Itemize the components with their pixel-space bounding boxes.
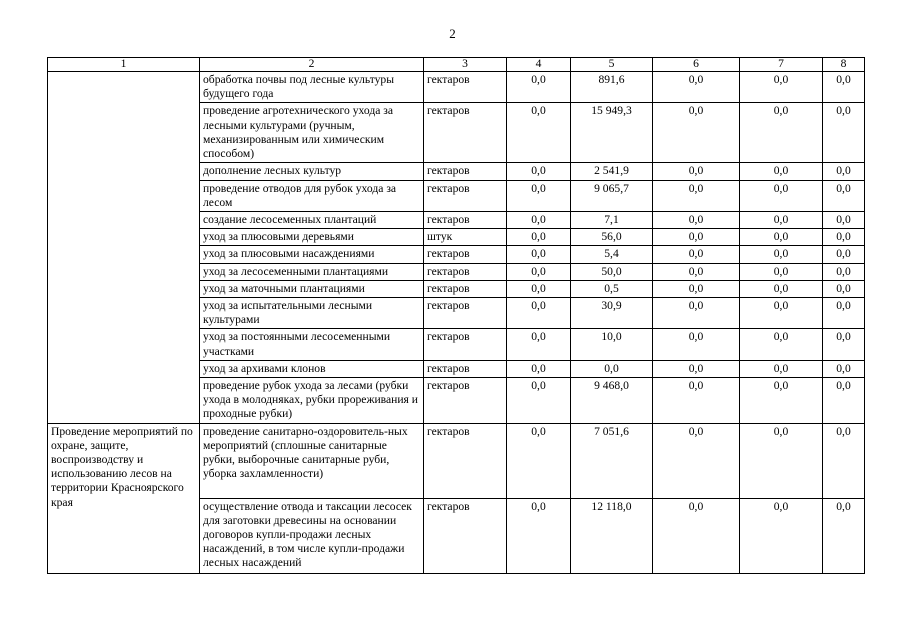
header-row	[48, 58, 865, 72]
activity-cell: обработка почвы под лесные культуры будущего года	[200, 72, 424, 103]
activity-cell: уход за плюсовыми деревьями	[200, 229, 424, 246]
value-cell-col4: 0,0	[507, 246, 571, 263]
value-cell-col4: 0,0	[507, 498, 571, 573]
value-cell-col6: 0,0	[653, 329, 740, 360]
value-cell-col7: 0,0	[740, 280, 823, 297]
value-cell-col4: 0,0	[507, 212, 571, 229]
activity-cell: уход за испытательными лесными культурами	[200, 298, 424, 329]
value-cell-col7: 0,0	[740, 423, 823, 498]
value-cell-col4: 0,0	[507, 298, 571, 329]
activity-cell: создание лесосеменных плантаций	[200, 212, 424, 229]
activity-cell: уход за маточными плантациями	[200, 280, 424, 297]
value-cell-col5: 9 065,7	[571, 180, 653, 211]
value-cell-col7: 0,0	[740, 163, 823, 180]
section-label: Проведение мероприятий по охране, защите, воспроизводству и использованию лесов на территории Красноярского края	[48, 423, 200, 573]
value-cell-col4: 0,0	[507, 103, 571, 163]
value-cell-col4: 0,0	[507, 280, 571, 297]
value-cell-col5: 0,5	[571, 280, 653, 297]
value-cell-col8: 0,0	[823, 212, 865, 229]
value-cell-col7: 0,0	[740, 212, 823, 229]
unit-cell: гектаров	[424, 263, 507, 280]
value-cell-col7: 0,0	[740, 103, 823, 163]
activity-cell: проведение санитарно-оздоровитель-ных мероприятий (сплошные санитарные рубки, выборочные санитарные руби, уборка захламленности)	[200, 423, 424, 498]
value-cell-col5: 7,1	[571, 212, 653, 229]
value-cell-col6: 0,0	[653, 180, 740, 211]
table-row	[48, 72, 865, 103]
value-cell-col7: 0,0	[740, 360, 823, 377]
value-cell-col5: 50,0	[571, 263, 653, 280]
unit-cell: гектаров	[424, 498, 507, 573]
value-cell-col5: 7 051,6	[571, 423, 653, 498]
value-cell-col4: 0,0	[507, 163, 571, 180]
value-cell-col7: 0,0	[740, 72, 823, 103]
value-cell-col8: 0,0	[823, 329, 865, 360]
value-cell-col5: 2 541,9	[571, 163, 653, 180]
unit-cell: гектаров	[424, 72, 507, 103]
value-cell-col5: 9 468,0	[571, 378, 653, 424]
value-cell-col6: 0,0	[653, 246, 740, 263]
unit-cell: гектаров	[424, 280, 507, 297]
value-cell-col7: 0,0	[740, 498, 823, 573]
activity-cell: уход за лесосеменными плантациями	[200, 263, 424, 280]
value-cell-col5: 5,4	[571, 246, 653, 263]
unit-cell: гектаров	[424, 378, 507, 424]
unit-cell: гектаров	[424, 423, 507, 498]
header-cell-4: 4	[507, 58, 571, 72]
activity-cell: проведение агротехнического ухода за лесными культурами (ручным, механизированным или химическим способом)	[200, 103, 424, 163]
value-cell-col8: 0,0	[823, 163, 865, 180]
unit-cell: гектаров	[424, 180, 507, 211]
value-cell-col8: 0,0	[823, 229, 865, 246]
value-cell-col4: 0,0	[507, 180, 571, 211]
value-cell-col8: 0,0	[823, 263, 865, 280]
page-number: 2	[449, 26, 456, 41]
value-cell-col5: 10,0	[571, 329, 653, 360]
value-cell-col6: 0,0	[653, 163, 740, 180]
value-cell-col5: 56,0	[571, 229, 653, 246]
value-cell-col8: 0,0	[823, 280, 865, 297]
value-cell-col7: 0,0	[740, 329, 823, 360]
unit-cell: гектаров	[424, 212, 507, 229]
activity-cell: осуществление отвода и таксации лесосек для заготовки древесины на основании договоров купли-продажи лесных насаждений, в том числе купли-продажи лесных насаждений	[200, 498, 424, 573]
activity-cell: проведение отводов для рубок ухода за лесом	[200, 180, 424, 211]
value-cell-col5: 12 118,0	[571, 498, 653, 573]
header-cell-5: 5	[571, 58, 653, 72]
value-cell-col6: 0,0	[653, 378, 740, 424]
value-cell-col5: 15 949,3	[571, 103, 653, 163]
header-cell-6: 6	[653, 58, 740, 72]
value-cell-col6: 0,0	[653, 280, 740, 297]
data-table	[47, 57, 865, 574]
value-cell-col8: 0,0	[823, 72, 865, 103]
unit-cell: гектаров	[424, 329, 507, 360]
value-cell-col6: 0,0	[653, 360, 740, 377]
unit-cell: гектаров	[424, 246, 507, 263]
activity-cell: проведение рубок ухода за лесами (рубки ухода в молодняках, рубки прореживания и проходные рубки)	[200, 378, 424, 424]
value-cell-col4: 0,0	[507, 229, 571, 246]
value-cell-col7: 0,0	[740, 263, 823, 280]
value-cell-col6: 0,0	[653, 263, 740, 280]
header-cell-8: 8	[823, 58, 865, 72]
value-cell-col8: 0,0	[823, 423, 865, 498]
table-row	[48, 423, 865, 498]
value-cell-col5: 0,0	[571, 360, 653, 377]
value-cell-col7: 0,0	[740, 180, 823, 211]
value-cell-col6: 0,0	[653, 72, 740, 103]
value-cell-col7: 0,0	[740, 229, 823, 246]
value-cell-col8: 0,0	[823, 360, 865, 377]
value-cell-col6: 0,0	[653, 212, 740, 229]
unit-cell: гектаров	[424, 103, 507, 163]
value-cell-col4: 0,0	[507, 72, 571, 103]
value-cell-col7: 0,0	[740, 246, 823, 263]
value-cell-col8: 0,0	[823, 498, 865, 573]
value-cell-col8: 0,0	[823, 180, 865, 211]
value-cell-col8: 0,0	[823, 378, 865, 424]
value-cell-col8: 0,0	[823, 103, 865, 163]
header-cell-2: 2	[200, 58, 424, 72]
value-cell-col8: 0,0	[823, 246, 865, 263]
value-cell-col6: 0,0	[653, 229, 740, 246]
unit-cell: гектаров	[424, 163, 507, 180]
unit-cell: гектаров	[424, 298, 507, 329]
value-cell-col8: 0,0	[823, 298, 865, 329]
empty-section-cell	[48, 72, 200, 424]
header-cell-1: 1	[48, 58, 200, 72]
value-cell-col4: 0,0	[507, 423, 571, 498]
value-cell-col6: 0,0	[653, 103, 740, 163]
value-cell-col7: 0,0	[740, 298, 823, 329]
value-cell-col4: 0,0	[507, 378, 571, 424]
activity-cell: уход за плюсовыми насаждениями	[200, 246, 424, 263]
activity-cell: уход за постоянными лесосеменными участками	[200, 329, 424, 360]
activity-cell: уход за архивами клонов	[200, 360, 424, 377]
value-cell-col6: 0,0	[653, 423, 740, 498]
value-cell-col7: 0,0	[740, 378, 823, 424]
value-cell-col4: 0,0	[507, 263, 571, 280]
value-cell-col4: 0,0	[507, 360, 571, 377]
value-cell-col5: 891,6	[571, 72, 653, 103]
value-cell-col6: 0,0	[653, 498, 740, 573]
value-cell-col4: 0,0	[507, 329, 571, 360]
unit-cell: штук	[424, 229, 507, 246]
header-cell-3: 3	[424, 58, 507, 72]
unit-cell: гектаров	[424, 360, 507, 377]
value-cell-col5: 30,9	[571, 298, 653, 329]
header-cell-7: 7	[740, 58, 823, 72]
activity-cell: дополнение лесных культур	[200, 163, 424, 180]
value-cell-col6: 0,0	[653, 298, 740, 329]
